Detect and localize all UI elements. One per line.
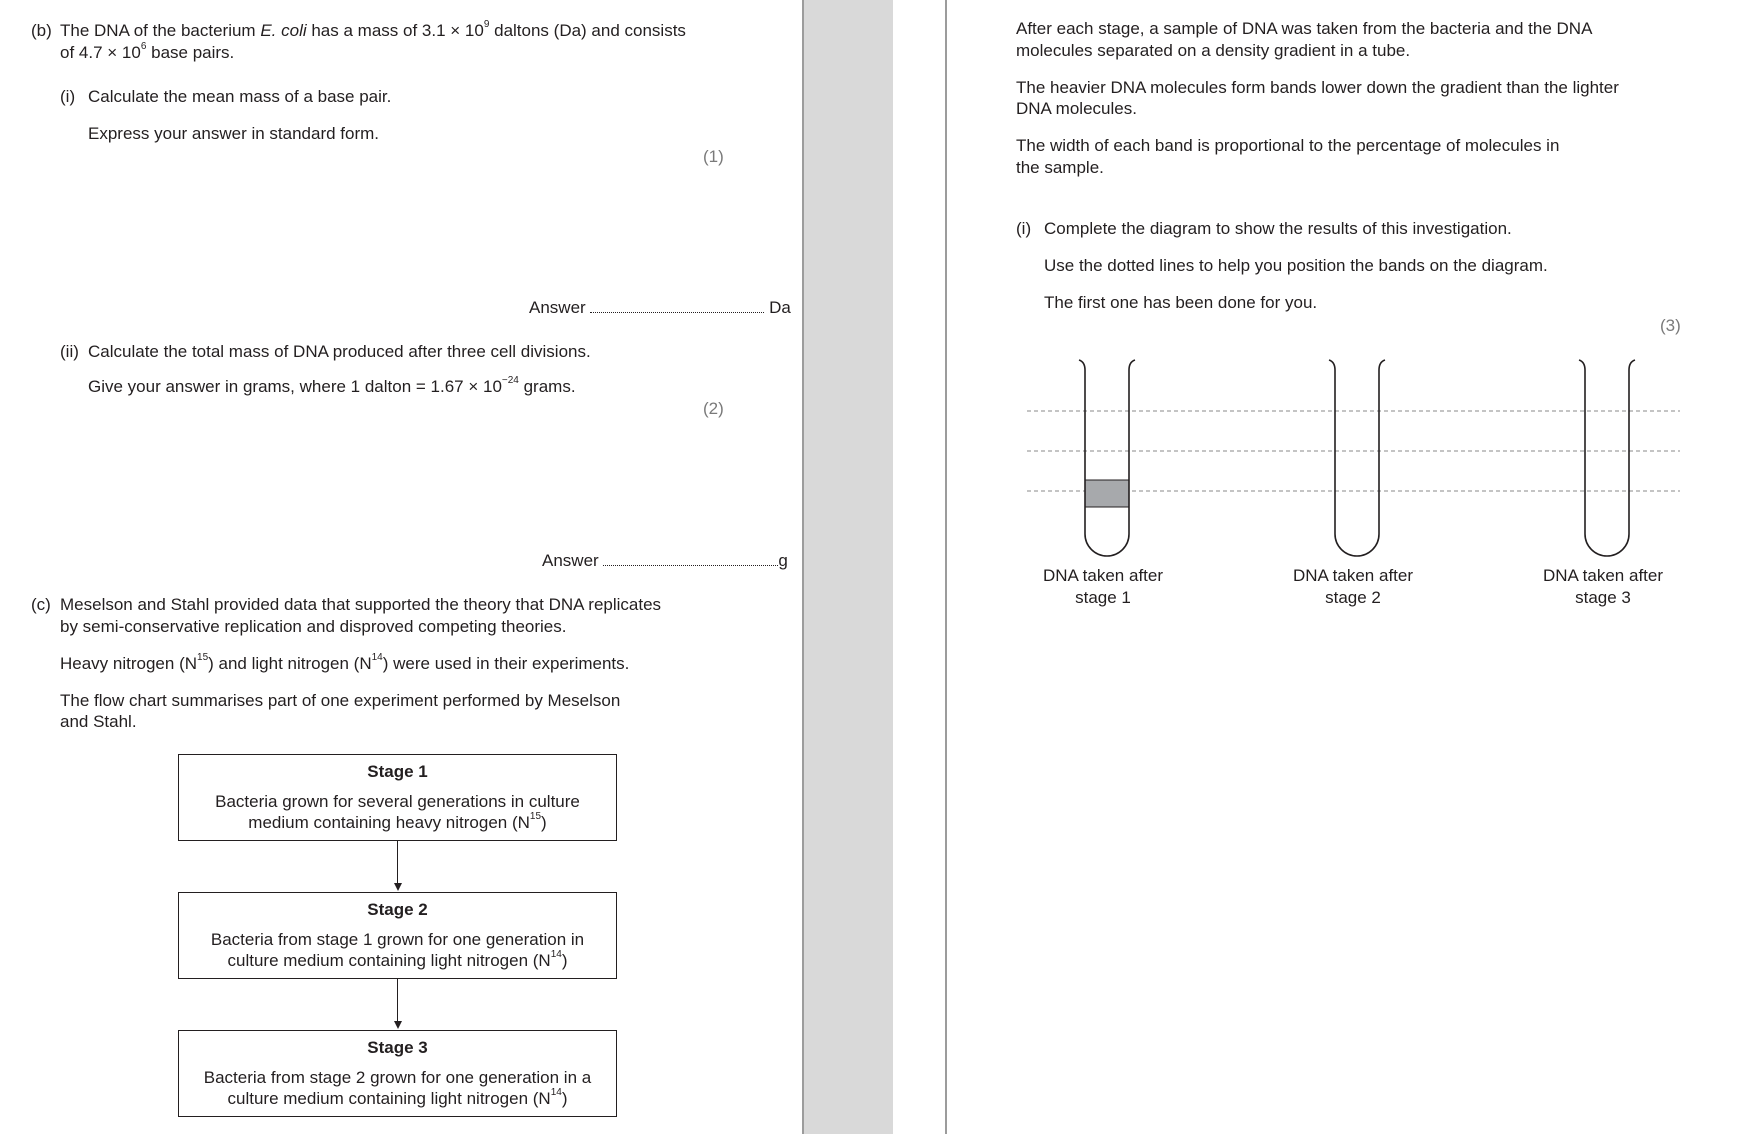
question-c-label: (c) (31, 595, 51, 614)
answer-unit: g (778, 551, 788, 570)
tube-1-caption: DNA taken after stage 1 (1043, 566, 1164, 607)
test-tube-1[interactable] (1079, 360, 1135, 556)
part-c-i-instruction-1: Use the dotted lines to help you position the bands on the diagram. (1044, 256, 1548, 275)
tube-outline (1329, 360, 1385, 556)
question-c-flow-2: and Stahl. (60, 712, 137, 731)
part-i-label: (i) (60, 87, 76, 106)
test-tube-3[interactable] (1579, 360, 1635, 556)
part-c-i-label: (i) (1016, 219, 1032, 238)
question-c-line-1: Meselson and Stahl provided data that supported the theory that DNA replicates (60, 595, 662, 614)
tube-2-caption: DNA taken after stage 2 (1293, 566, 1414, 607)
answer-unit: Da (769, 298, 791, 317)
stage-2-title: Stage 2 (367, 900, 428, 919)
intro-p1-line-1: After each stage, a sample of DNA was taken from the bacteria and the DNA (1016, 19, 1593, 38)
intro-p2-line-2: DNA molecules. (1016, 99, 1137, 118)
intro-p3-line-1: The width of each band is proportional to the percentage of molecules in (1016, 136, 1560, 155)
question-b-label: (b) (31, 21, 52, 40)
answer-label: Answer (542, 551, 599, 570)
answer-label: Answer (529, 298, 586, 317)
part-ii-marks: (2) (703, 399, 724, 418)
part-c-i-marks: (3) (1660, 316, 1681, 335)
question-b-line-2: of $4.7 \times 10^6$ base pairs. (60, 41, 235, 62)
tube-3-caption: DNA taken after stage 3 (1543, 566, 1664, 607)
part-i-question: Calculate the mean mass of a base pair. (88, 87, 392, 106)
test-tube-2[interactable] (1329, 360, 1385, 556)
intro-p3-line-2: the sample. (1016, 158, 1104, 177)
stage-1-text: Bacteria grown for several generations in culture medium containing heavy nitrogen $(N^{15})$ (215, 792, 580, 832)
intro-p1-line-2: molecules separated on a density gradient in a tube. (1016, 41, 1411, 60)
part-c-i-instruction-2: The first one has been done for you. (1044, 293, 1318, 312)
guide-dotted-lines (1027, 411, 1680, 491)
part-i-instruction: Express your answer in standard form. (88, 124, 380, 143)
tube-outline (1579, 360, 1635, 556)
intro-p2-line-1: The heavier DNA molecules form bands lower down the gradient than the lighter (1016, 78, 1619, 97)
part-ii-label: (ii) (60, 342, 79, 361)
question-c-flow-1: The flow chart summarises part of one experiment performed by Meselson (60, 691, 621, 710)
stage-3-text: Bacteria from stage 2 grown for one generation in a culture medium containing light nitrogen $(N^{14})$ (203, 1068, 592, 1108)
part-i-marks: (1) (703, 147, 724, 166)
question-c-line-2: by semi-conservative replication and disproved competing theories. (60, 617, 567, 636)
question-b-line-1: The DNA of the bacterium E. coli has a mass of $3.1 \times 10^9$ daltons (Da) and consists (60, 19, 686, 40)
tubes-group (1079, 360, 1635, 556)
tube-outline (1079, 360, 1135, 556)
part-ii-question: Calculate the total mass of DNA produced after three cell divisions. (88, 342, 591, 361)
dna-band-stage-1 (1085, 480, 1129, 507)
stage-3-title: Stage 3 (367, 1038, 428, 1057)
stage-1-title: Stage 1 (367, 762, 428, 781)
stage-2-text: Bacteria from stage 1 grown for one generation in culture medium containing light nitrogen $(N^{14})$ (210, 930, 585, 970)
part-ii-instruction: Give your answer in grams, where 1 dalton = $1.67 \times 10^{-24}$ grams. (88, 375, 576, 396)
part-c-i-question: Complete the diagram to show the results of this investigation. (1044, 219, 1512, 238)
question-c-nitrogen: Heavy nitrogen $(N^{15})$ and light nitrogen $(N^{14})$ were used in their experiments. (60, 652, 630, 673)
